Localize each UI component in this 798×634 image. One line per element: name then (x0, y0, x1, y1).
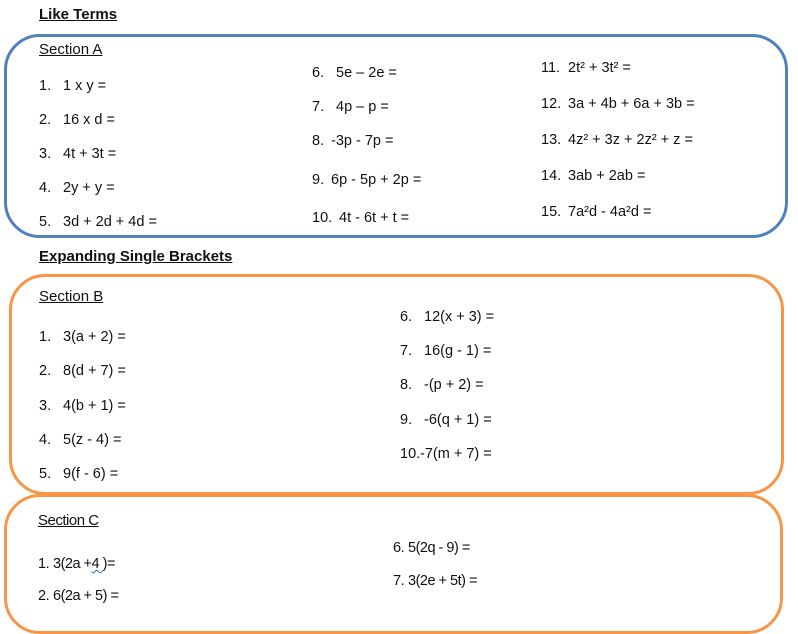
spellcheck-flag[interactable]: 4 (91, 556, 103, 572)
question-number: 2. (39, 112, 52, 128)
question-expr: 16 x d = (63, 112, 115, 128)
question-c6 (393, 540, 470, 556)
question-number: 6. (393, 540, 405, 556)
heading-like-terms: Like Terms (39, 6, 118, 23)
question-number: 9. (312, 172, 325, 188)
question-number: 10. (400, 446, 421, 462)
question-expr: 4(b + 1) = (63, 398, 126, 414)
question-expr: 3ab + 2ab = (568, 168, 646, 184)
question-number: 3. (39, 146, 52, 162)
question-expr: 4t - 6t + t = (339, 210, 410, 226)
question-a4 (39, 180, 115, 196)
question-number: 8. (312, 133, 325, 149)
question-expr: 9(f - 6) = (63, 466, 119, 482)
question-expr: 8(d + 7) = (63, 363, 126, 379)
question-number: 5. (39, 466, 52, 482)
question-b6 (400, 309, 494, 325)
question-expr: 3a + 4b + 6a + 3b = (568, 96, 695, 112)
question-a15 (541, 204, 651, 220)
question-a11 (541, 60, 631, 76)
question-expr: 16(g - 1) = (424, 343, 492, 359)
question-a7 (312, 99, 389, 115)
question-number: 15. (541, 204, 562, 220)
question-a9 (312, 172, 421, 188)
question-expr: 3(a + 2) = (63, 329, 126, 345)
heading-expanding-single-brackets: Expanding Single Brackets (39, 248, 233, 265)
question-expr: 7a²d - 4a²d = (568, 204, 652, 220)
question-number: 11. (541, 60, 561, 76)
question-expr: 4z² + 3z + 2z² + z = (568, 132, 693, 148)
question-b10 (400, 446, 492, 462)
question-number: 2. (39, 363, 52, 379)
question-number: 1. (38, 556, 50, 572)
section-b-title: Section B (39, 288, 104, 305)
question-expr: 12(x + 3) = (424, 309, 495, 325)
question-number: 4. (39, 180, 52, 196)
question-expr: 2y + y = (63, 180, 115, 196)
question-expr: 4p – p = (336, 99, 389, 115)
question-expr: 3(2a + (53, 556, 92, 572)
question-number: 10. (312, 210, 333, 226)
question-number: 7. (400, 343, 413, 359)
question-expr: 6p - 5p + 2p = (331, 172, 422, 188)
question-b5 (39, 466, 118, 482)
question-expr: -7(m + 7) = (420, 446, 492, 462)
question-a2 (39, 112, 115, 128)
question-number: 6. (312, 65, 325, 81)
section-c-title: Section C (38, 512, 99, 529)
question-expr: 3(2e + 5t) = (408, 573, 477, 589)
question-b4 (39, 432, 121, 448)
question-expr: 4t + 3t = (63, 146, 117, 162)
section-c-box (4, 494, 783, 634)
question-b1 (39, 329, 126, 345)
question-number: 3. (39, 398, 52, 414)
question-number: 8. (400, 377, 413, 393)
question-b9 (400, 412, 492, 428)
question-expr: 3d + 2d + 4d = (63, 214, 157, 230)
question-expr: 2t² + 3t² = (568, 60, 631, 76)
question-number: 1. (39, 329, 52, 345)
question-b2 (39, 363, 126, 379)
question-number: 14. (541, 168, 562, 184)
section-b-box (9, 274, 784, 495)
question-expr-end: )= (102, 556, 115, 572)
question-c2 (38, 588, 118, 604)
question-a1 (39, 78, 106, 94)
section-a-title: Section A (39, 41, 103, 58)
question-expr: -(p + 2) = (424, 377, 484, 393)
question-a14 (541, 168, 645, 184)
question-b3 (39, 398, 126, 414)
question-expr: -3p - 7p = (331, 133, 394, 149)
question-expr: 5(2q - 9) = (408, 540, 470, 556)
question-number: 12. (541, 96, 562, 112)
question-a13 (541, 132, 693, 148)
question-a10 (312, 210, 409, 226)
question-c7 (393, 573, 477, 589)
question-number: 13. (541, 132, 562, 148)
question-number: 9. (400, 412, 413, 428)
question-a5 (39, 214, 157, 230)
question-a8 (312, 133, 393, 149)
question-a3 (39, 146, 116, 162)
question-expr: 1 x y = (63, 78, 107, 94)
question-expr: 5e – 2e = (336, 65, 397, 81)
question-number: 1. (39, 78, 52, 94)
question-number: 6. (400, 309, 413, 325)
question-expr: 5(z - 4) = (63, 432, 122, 448)
question-c1 (38, 556, 115, 572)
question-b7 (400, 343, 491, 359)
question-b8 (400, 377, 484, 393)
question-a6 (312, 65, 397, 81)
question-number: 2. (38, 588, 50, 604)
question-number: 7. (312, 99, 325, 115)
question-number: 5. (39, 214, 52, 230)
question-expr: 6(2a + 5) = (53, 588, 119, 604)
question-number: 7. (393, 573, 405, 589)
question-number: 4. (39, 432, 52, 448)
question-expr: -6(q + 1) = (424, 412, 492, 428)
question-a12 (541, 96, 695, 112)
